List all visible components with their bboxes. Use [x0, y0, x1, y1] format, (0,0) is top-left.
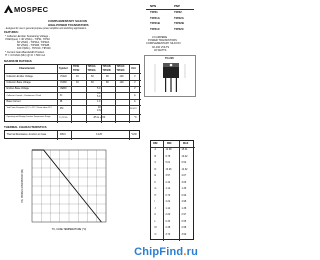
- dim-header: MIN: [167, 142, 172, 145]
- dim-value: 14.68: [165, 148, 172, 151]
- rating-unit: V: [134, 74, 136, 78]
- dim-value: 4.22: [165, 200, 171, 203]
- thermal-name: Thermal Resistance Junction to Case: [6, 133, 47, 137]
- mospec-logo-mark: [4, 5, 13, 13]
- dim-value: 2.42: [165, 180, 171, 184]
- dim-value: 2.98: [181, 226, 187, 229]
- part-row: TIP31A: [150, 15, 160, 20]
- dim-letter: J: [154, 206, 156, 210]
- col-part: TIP31A: [87, 65, 96, 68]
- dim-value: 3.90: [181, 232, 187, 236]
- dim-value: 0.72: [165, 193, 171, 197]
- feature-line: 100 V(Min) - TIP31C, TIP32C: [17, 47, 51, 51]
- rating-symbol: PD: [60, 107, 64, 110]
- rating-name: Collector-Emitter Voltage: [6, 74, 33, 78]
- rating-value: -65 to +150: [93, 116, 106, 119]
- dim-value: 15.31: [181, 148, 188, 151]
- desc-line: COMPLEMENTARY SILICON: [146, 42, 181, 46]
- rating-value: 3.0: [97, 92, 101, 95]
- dim-value: 0.33: [165, 219, 171, 223]
- dim-value: 2.48: [165, 226, 171, 229]
- rating-value: 5.0: [97, 95, 101, 98]
- rating-value: 5.0: [97, 87, 101, 90]
- thermal-unit: °C/W: [131, 133, 137, 137]
- dim-letter: F: [154, 180, 156, 184]
- dim-letter: E: [154, 174, 157, 177]
- dim-value: 2.20: [165, 213, 171, 216]
- rating-value: 60: [91, 74, 94, 78]
- logo-text: MOSPEC: [14, 4, 49, 14]
- rating-unit: V: [134, 87, 136, 90]
- rating-value: 40: [98, 105, 101, 109]
- part-row: TIP32A: [174, 15, 184, 20]
- derating-chart: [20, 146, 110, 236]
- part-row: TIP32B: [174, 21, 184, 25]
- rating-symbol: VCBO: [60, 81, 67, 84]
- dim-value: 3.57: [165, 174, 171, 177]
- rating-value: 80: [106, 81, 109, 84]
- col-part: TIP32B: [102, 68, 111, 72]
- features-label: FEATURES:: [4, 31, 19, 34]
- dim-letter: L: [154, 219, 156, 223]
- rating-value: 1.0: [97, 100, 101, 103]
- dim-letter: B: [154, 154, 157, 158]
- dim-value: 10.42: [181, 154, 188, 158]
- desc-line: POWER TRANSISTORS: [148, 39, 177, 43]
- dim-letter: O: [154, 232, 157, 236]
- desc-line: 40-100 VOLTS: [152, 45, 170, 49]
- dim-value: 2.97: [181, 213, 187, 216]
- rating-name: Emitter-Base Voltage: [6, 87, 29, 90]
- dim-letter: A: [154, 148, 157, 151]
- thermal-heading: THERMAL CHARACTERISTICS: [4, 125, 47, 129]
- watermark-dot: .: [183, 246, 187, 258]
- thermal-value: 3.125: [96, 133, 102, 137]
- watermark-main: ChipFind: [134, 246, 184, 258]
- npn-label: NPN: [150, 4, 157, 8]
- watermark-tld: ru: [186, 246, 198, 258]
- desc-line: 40 WATTS: [154, 48, 167, 52]
- col-symbol: Symbol: [59, 67, 68, 70]
- feature-line: fT = 3.0 MHz (Min) @ IC = 500 mA: [5, 53, 46, 57]
- package-label: TO-220: [165, 57, 174, 60]
- dim-letter: G: [154, 187, 157, 190]
- x-axis-label: TC, CASE TEMPERATURE (°C): [51, 228, 87, 231]
- col-part: TIP31: [73, 65, 80, 68]
- title-line-2: HIGH-POWER TRANSISTORS: [48, 23, 89, 27]
- dim-value: 4.98: [181, 200, 187, 203]
- dim-value: 0.55: [181, 219, 187, 223]
- derating-chart-svg: [20, 146, 110, 236]
- feature-line: * Current Gain-Bandwidth Product: [5, 50, 45, 54]
- dim-value: 3.70: [165, 232, 171, 236]
- col-part: TIP31C: [116, 65, 125, 68]
- dim-letter: H: [154, 193, 157, 197]
- rating-unit: V: [134, 81, 136, 84]
- col-part: TIP32A: [87, 68, 96, 72]
- col-unit: Unit: [131, 67, 136, 70]
- dim-value: 1.14: [165, 206, 171, 210]
- rating-unit: °C: [134, 116, 137, 119]
- dim-letter: C: [154, 161, 157, 164]
- rating-name: Total Power Dissipation @ TC = 25°C / Derate above 25°C: [6, 107, 53, 109]
- dim-letter: M: [154, 226, 157, 229]
- thermal-symbol: RθJC: [60, 133, 66, 137]
- rating-symbol: TJ,TSTG: [59, 117, 68, 119]
- feature-line: 80 V(Min) - TIP31B, TIP32B: [17, 44, 50, 48]
- dim-header: DIM: [153, 142, 158, 145]
- feature-line: 60 V(Min) - TIP31A, TIP32A: [17, 40, 50, 44]
- dim-value: 6.52: [181, 161, 187, 164]
- rating-symbol: IB: [60, 100, 63, 103]
- rating-name: Collector-Base Voltage: [6, 81, 31, 84]
- max-ratings-table: [4, 64, 140, 122]
- part-row: TIP31B: [150, 21, 160, 25]
- desc-line: 3.0 AMPERE: [152, 36, 168, 39]
- rating-value: 40: [76, 74, 79, 78]
- chipfind-watermark: [134, 246, 198, 258]
- rating-name: Operating and Storage Junction Temperature Range: [6, 116, 51, 118]
- part-row: TIP31: [150, 10, 158, 14]
- max-ratings-heading: MAXIMUM RATINGS: [4, 59, 32, 63]
- dim-value: 1.12: [165, 187, 171, 190]
- rating-unit: A: [134, 93, 136, 97]
- dim-value: 4.07: [181, 174, 187, 177]
- dim-value: 14.62: [181, 167, 188, 171]
- to220-package-icon: [145, 56, 197, 98]
- dim-letter: K: [154, 213, 157, 216]
- rating-value: 40: [76, 81, 79, 84]
- rating-value: 100: [119, 74, 124, 78]
- rating-symbol: VCEO: [60, 74, 67, 78]
- dim-header: MAX: [183, 142, 189, 145]
- dim-value: 5.01: [165, 161, 171, 164]
- rating-unit: W W/°C: [130, 108, 138, 110]
- dim-letter: I: [154, 200, 156, 203]
- y-axis-label: PD, POWER DISSIPATION (W): [21, 169, 24, 203]
- dim-value: 13.06: [165, 167, 172, 171]
- feature-line: VCEO(sus) = 40 V(Min) - TIP31, TIP32: [5, 37, 50, 41]
- dim-value: 1.36: [181, 187, 187, 190]
- thermal-table: [4, 130, 140, 139]
- col-part: TIP32C: [116, 68, 125, 72]
- package-drawing: [144, 55, 196, 97]
- rating-value: 100: [119, 81, 124, 84]
- dim-value: 9.78: [165, 154, 171, 158]
- col-characteristic: Characteristic: [19, 67, 35, 70]
- rating-value: 60: [91, 81, 94, 84]
- mospec-logo: [4, 5, 56, 13]
- col-part: TIP31B: [102, 65, 111, 68]
- rating-symbol: VEBO: [60, 87, 67, 90]
- dim-value: 1.38: [181, 206, 187, 210]
- dimension-table: [150, 140, 194, 240]
- col-part: TIP32: [73, 68, 80, 72]
- part-row: TIP32C: [174, 26, 184, 31]
- title-line-1: COMPLEMENTARY SILICON: [48, 19, 87, 23]
- rating-value: 80: [106, 74, 109, 78]
- rating-name: Collector Current - Continuous / Peak: [6, 94, 42, 97]
- rating-value: 0.32: [97, 109, 102, 112]
- part-number-table: [146, 4, 194, 34]
- pnp-label: PNP: [174, 4, 180, 8]
- dim-value: 3.66: [181, 180, 187, 184]
- part-row: TIP32: [174, 10, 182, 14]
- rating-name: Base Current: [6, 100, 21, 103]
- rating-unit: A: [134, 100, 136, 103]
- dim-value: 0.96: [181, 193, 187, 197]
- rating-symbol: IC: [60, 93, 63, 97]
- intro-text: ...designed for use in general purpose power amplifier and switching applications.: [4, 28, 87, 30]
- feature-line: * Collector-Emitter Sustaining Voltage -: [5, 34, 50, 38]
- dim-letter: D: [154, 167, 157, 171]
- part-row: TIP31C: [150, 26, 160, 31]
